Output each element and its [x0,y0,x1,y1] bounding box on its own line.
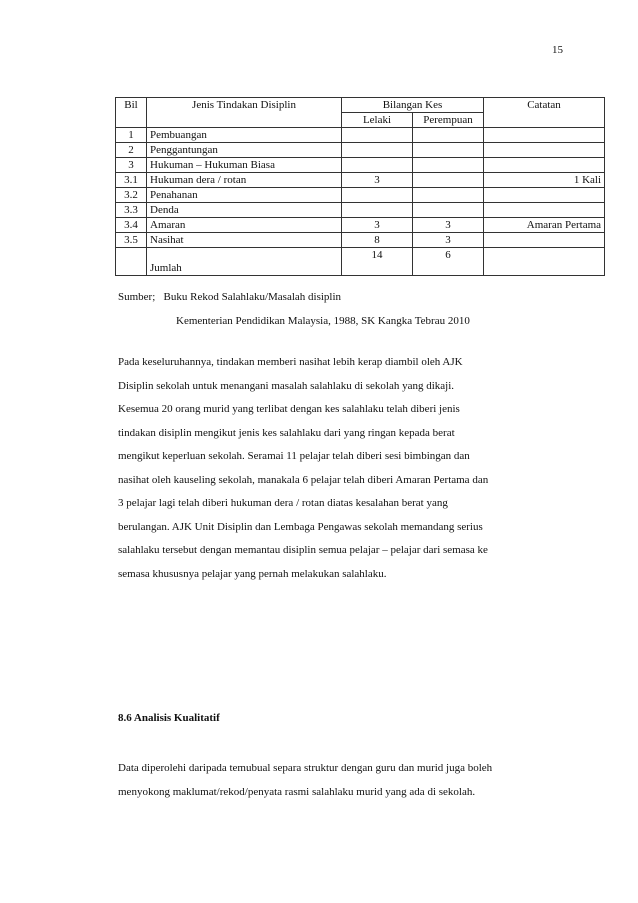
row-perempuan [413,173,484,188]
paragraph-1 [118,351,588,586]
page-number: 15 [552,44,563,56]
row-bil: 3 [116,158,147,173]
row-catatan [484,158,605,173]
table-row [116,233,605,248]
row-catatan: Amaran Pertama [484,218,605,233]
row-bil: 3.3 [116,203,147,218]
row-jenis: Nasihat [147,233,342,248]
row-catatan: 1 Kali [484,173,605,188]
header-catatan: Catatan [484,98,605,128]
row-jenis: Penahanan [147,188,342,203]
row-bil: 2 [116,143,147,158]
table-row [116,188,605,203]
row-perempuan [413,203,484,218]
row-jenis: Pembuangan [147,128,342,143]
row-perempuan [413,143,484,158]
total-bil [116,248,147,276]
row-lelaki [342,158,413,173]
row-lelaki [342,188,413,203]
source-line-2: Kementerian Pendidikan Malaysia, 1988, SK Kangka Tebrau 2010 [176,315,470,327]
row-bil: 3.5 [116,233,147,248]
row-lelaki: 3 [342,218,413,233]
header-bilangan-kes: Bilangan Kes [342,98,484,113]
row-perempuan [413,128,484,143]
paragraph-1-line: salahlaku tersebut dengan memantau disiplin semua pelajar – pelajar dari semasa ke [118,544,488,556]
paragraph-1-line: semasa khususnya pelajar yang pernah melakukan salahlaku. [118,567,387,580]
table-row [116,173,605,188]
row-jenis: Hukuman dera / rotan [147,173,342,188]
paragraph-1-line: nasihat oleh kauseling sekolah, manakala 6 pelajar telah diberi Amaran Pertama dan [118,473,489,486]
paragraph-1-line: Pada keseluruhannya, tindakan memberi nasihat lebih kerap diambil oleh AJK [118,356,463,368]
table-row [116,143,605,158]
discipline-table [115,97,605,276]
header-lelaki: Lelaki [342,113,413,128]
source-line-1: Sumber; Buku Rekod Salahlaku/Masalah disiplin [118,291,342,303]
row-lelaki [342,128,413,143]
row-lelaki [342,143,413,158]
row-catatan [484,128,605,143]
row-lelaki: 3 [342,173,413,188]
row-jenis: Hukuman – Hukuman Biasa [147,158,342,173]
total-lelaki: 14 [342,248,413,276]
row-perempuan: 3 [413,233,484,248]
header-bil: Bil [116,98,147,128]
row-perempuan: 3 [413,218,484,233]
row-bil: 3.2 [116,188,147,203]
paragraph-2 [118,756,588,804]
row-lelaki: 8 [342,233,413,248]
table-row [116,218,605,233]
row-jenis: Penggantungan [147,143,342,158]
row-jenis: Amaran [147,218,342,233]
row-catatan [484,188,605,203]
row-perempuan [413,158,484,173]
table-body [116,128,605,248]
paragraph-2-line: menyokong maklumat/rekod/penyata rasmi salahlaku murid yang ada di sekolah. [118,786,476,798]
row-perempuan [413,188,484,203]
paragraph-2-line: Data diperolehi daripada temubual separa struktur dengan guru dan murid juga boleh [118,762,493,774]
table-row [116,203,605,218]
paragraph-1-line: mengikut keperluan sekolah. Seramai 11 pelajar telah diberi sesi bimbingan dan [118,450,470,462]
row-catatan [484,203,605,218]
table-total-row [116,248,605,276]
total-perempuan: 6 [413,248,484,276]
section-heading: 8.6 Analisis Kualitatif [118,712,220,724]
total-catatan [484,248,605,276]
header-perempuan: Perempuan [413,113,484,128]
paragraph-1-line: Disiplin sekolah untuk menangani masalah salahlaku di sekolah yang dikaji. [118,379,455,392]
row-lelaki [342,203,413,218]
row-bil: 3.4 [116,218,147,233]
paragraph-1-line: berulangan. AJK Unit Disiplin dan Lembaga Pengawas sekolah memandang serius [118,520,483,533]
table-row [116,158,605,173]
row-bil: 3.1 [116,173,147,188]
row-bil: 1 [116,128,147,143]
header-jenis: Jenis Tindakan Disiplin [147,98,342,128]
paragraph-1-line: Kesemua 20 orang murid yang terlibat dengan kes salahlaku telah diberi jenis [118,403,460,415]
paragraph-1-line: 3 pelajar lagi telah diberi hukuman dera / rotan diatas kesalahan berat yang [118,497,448,509]
total-label: Jumlah [147,248,342,276]
row-jenis: Denda [147,203,342,218]
table-row [116,128,605,143]
paragraph-1-line: tindakan disiplin mengikut jenis kes salahlaku dari yang ringan kepada berat [118,426,455,439]
table-header-row [116,98,605,113]
row-catatan [484,233,605,248]
row-catatan [484,143,605,158]
